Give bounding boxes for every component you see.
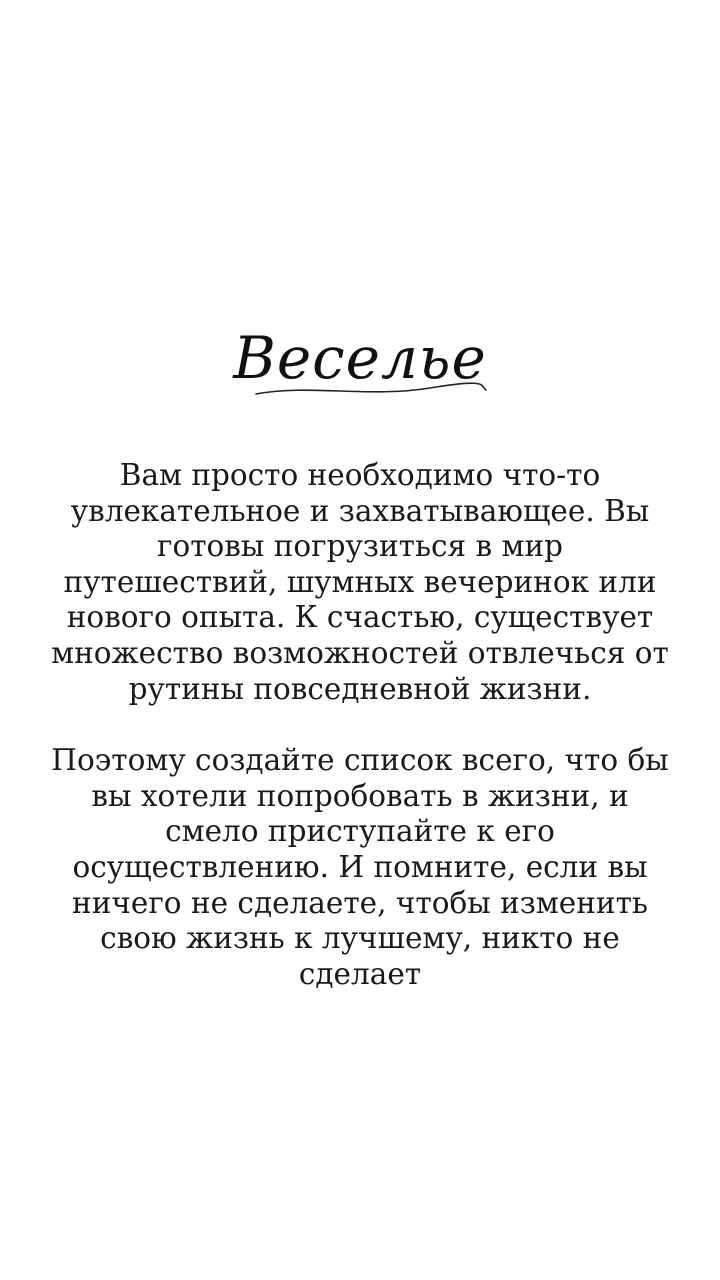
paragraph-line: свою жизнь к лучшему, никто не	[100, 921, 620, 956]
paragraph-line: готовы погрузиться в мир	[157, 529, 563, 564]
paragraph-line: увлекательное и захватывающее. Вы	[70, 493, 650, 528]
paragraph-line: множество возможностей отвлечься от	[51, 635, 669, 670]
page-title: Веселье	[233, 324, 487, 392]
paragraph-line: нового опыта. К счастью, существует	[66, 600, 654, 635]
paragraph-line: смело приступайте к его	[165, 814, 555, 849]
paragraph-line: осуществлению. И помните, если вы	[72, 849, 648, 884]
paragraph-line: Поэтому создайте список всего, что бы	[51, 743, 669, 778]
paragraph-line: Вам просто необходимо что-то	[119, 458, 601, 492]
body-text	[40, 458, 680, 992]
paragraph-line: рутины повседневной жизни.	[128, 671, 592, 706]
paragraph-1	[40, 458, 680, 707]
paragraph-line: путешествий, шумных вечеринок или	[63, 564, 657, 599]
paragraph-2	[40, 743, 680, 992]
paragraph-spacer	[40, 707, 680, 743]
title-flourish	[250, 380, 490, 400]
paragraph-line: сделает	[298, 956, 422, 991]
paragraph-line: ничего не сделаете, чтобы изменить	[72, 885, 648, 920]
paragraph-line: вы хотели попробовать в жизни, и	[91, 778, 629, 813]
